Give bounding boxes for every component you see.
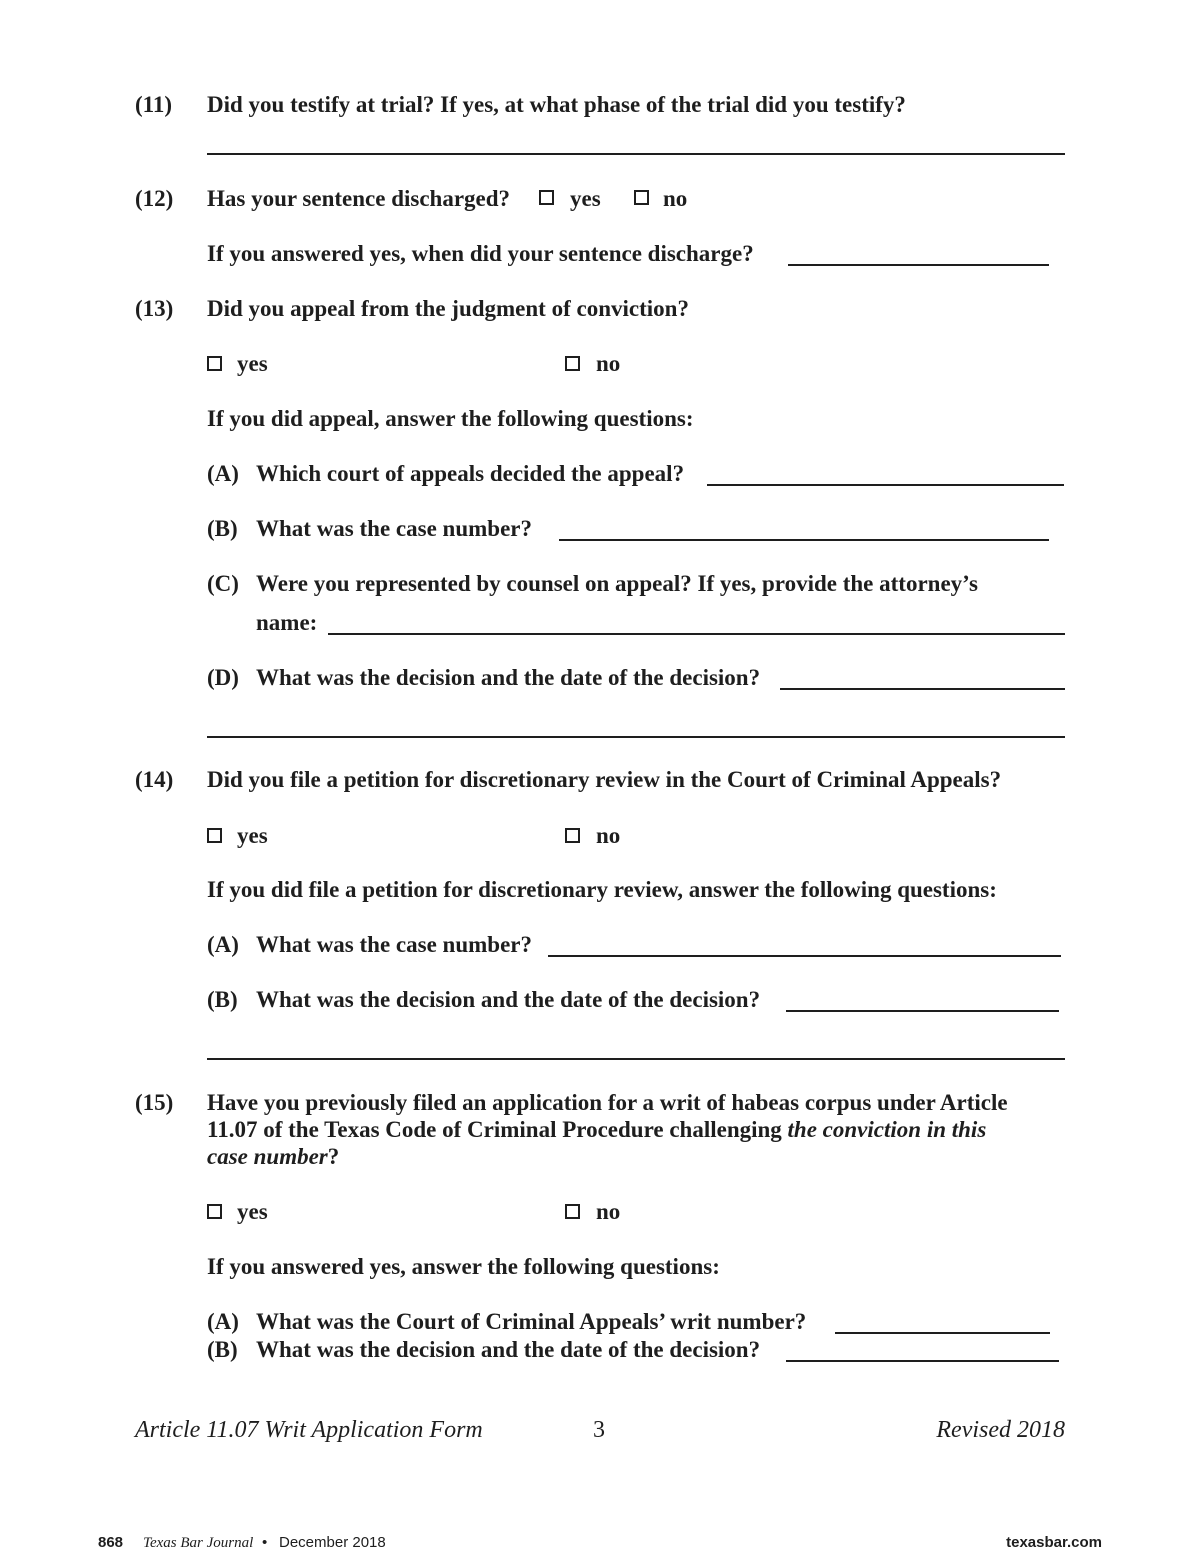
question-14-text: Did you file a petition for discretionary review in the Court of Criminal Appeals? [207,767,1002,792]
writ-number-line[interactable] [835,1332,1050,1334]
q13-b-text: What was the case number? [256,516,532,541]
journal-website[interactable]: texasbar.com [1006,1534,1102,1551]
q13-a-label: (A) [207,461,239,486]
appeal-decision-line-2[interactable] [207,736,1065,738]
q12-no-label: no [663,186,688,211]
q13-a-text: Which court of appeals decided the appeal? [256,461,685,486]
question-11-text: Did you testify at trial? If yes, at what phase of the trial did you testify? [207,92,906,117]
journal-date: December 2018 [279,1534,386,1551]
question-12-text: Has your sentence discharged? [207,186,511,211]
court-of-appeals-line[interactable] [707,484,1064,486]
form-name-footer: Article 11.07 Writ Application Form [135,1417,483,1443]
question-13-text: Did you appeal from the judgment of conviction? [207,296,689,321]
q13-c-name-label: name: [256,610,318,635]
question-12-number: (12) [135,186,174,211]
question-14-number: (14) [135,767,174,792]
journal-page-number: 868 [98,1534,124,1551]
q12-yes-label: yes [570,186,601,211]
discharge-date-line[interactable] [788,264,1049,266]
q14-yes-checkbox[interactable] [207,828,222,843]
answer-11-line[interactable] [207,153,1065,155]
q13-d-label: (D) [207,665,239,690]
q14-no-label: no [596,823,621,848]
attorney-name-line[interactable] [328,633,1065,635]
question-15-italic-phrase: the conviction in this [787,1117,987,1142]
q15-b-label: (B) [207,1337,238,1362]
question-13-number: (13) [135,296,174,321]
q14-a-label: (A) [207,932,239,957]
journal-title: Texas Bar Journal [143,1535,254,1551]
writ-decision-line[interactable] [786,1360,1059,1362]
revised-date: Revised 2018 [936,1417,1065,1443]
q14-intro: If you did file a petition for discretionary review, answer the following questions: [207,877,997,902]
question-15-number: (15) [135,1090,174,1115]
q14-a-text: What was the case number? [256,932,532,957]
q12-no-checkbox[interactable] [634,190,649,205]
q13-b-label: (B) [207,516,238,541]
question-15-line-2: 11.07 of the Texas Code of Criminal Procedure challenging the conviction in this [207,1117,987,1142]
journal-bullet: • [262,1534,268,1551]
q13-d-text: What was the decision and the date of the decision? [256,665,761,690]
question-15-italic-end: case number [207,1144,328,1169]
question-15-line-3: case number? [207,1144,340,1169]
appeal-case-number-line[interactable] [559,539,1049,541]
q13-no-checkbox[interactable] [565,356,580,371]
q15-a-text: What was the Court of Criminal Appeals’ writ number? [256,1309,807,1334]
q15-no-label: no [596,1199,621,1224]
pdr-decision-line-2[interactable] [207,1058,1065,1060]
q13-c-text: Were you represented by counsel on appeal? If yes, provide the attorney’s [256,571,978,596]
q12-yes-checkbox[interactable] [539,190,554,205]
question-11-number: (11) [135,92,173,117]
q13-intro: If you did appeal, answer the following questions: [207,406,694,431]
q13-c-label: (C) [207,571,239,596]
q13-yes-label: yes [237,351,268,376]
q14-b-text: What was the decision and the date of the decision? [256,987,761,1012]
question-12-followup: If you answered yes, when did your sentence discharge? [207,241,754,266]
q15-b-text: What was the decision and the date of the decision? [256,1337,761,1362]
q13-yes-checkbox[interactable] [207,356,222,371]
pdr-case-number-line[interactable] [548,955,1061,957]
q14-b-label: (B) [207,987,238,1012]
q15-yes-label: yes [237,1199,268,1224]
question-15-line-1: Have you previously filed an application for a writ of habeas corpus under Article [207,1090,1008,1115]
q15-yes-checkbox[interactable] [207,1204,222,1219]
q14-yes-label: yes [237,823,268,848]
q14-no-checkbox[interactable] [565,828,580,843]
pdr-decision-line[interactable] [786,1010,1059,1012]
appeal-decision-line[interactable] [780,688,1065,690]
q15-intro: If you answered yes, answer the following questions: [207,1254,720,1279]
q15-a-label: (A) [207,1309,239,1334]
form-page-number: 3 [593,1417,605,1443]
q15-no-checkbox[interactable] [565,1204,580,1219]
q13-no-label: no [596,351,621,376]
